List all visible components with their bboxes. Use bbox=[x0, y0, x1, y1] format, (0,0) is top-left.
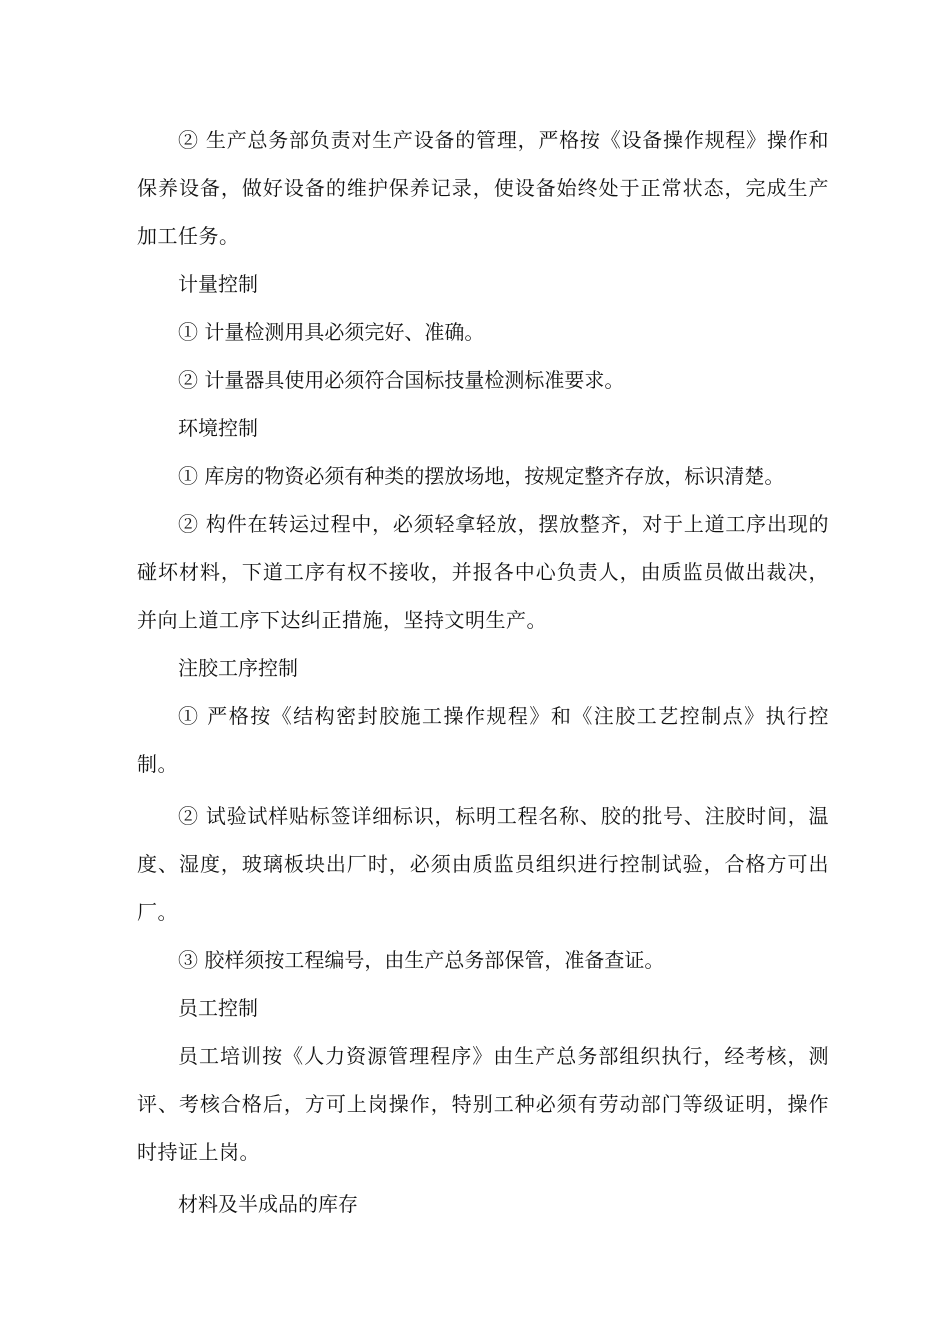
heading-materials-inventory: 材料及半成品的库存 bbox=[178, 1192, 358, 1216]
heading-staff-control: 员工控制 bbox=[178, 996, 258, 1020]
paragraph-glue-item-3: ③ 胶样须按工程编号，由生产总务部保管，准备查证。 bbox=[178, 948, 665, 972]
heading-metering-control: 计量控制 bbox=[178, 272, 258, 296]
heading-environment-control: 环境控制 bbox=[178, 416, 258, 440]
paragraph-metering-item-2: ② 计量器具使用必须符合国标技量检测标准要求。 bbox=[178, 368, 625, 392]
paragraph-environment-item-1: ① 库房的物资必须有种类的摆放场地，按规定整齐存放，标识清楚。 bbox=[178, 464, 785, 488]
paragraph-metering-item-1: ① 计量检测用具必须完好、准确。 bbox=[178, 320, 485, 344]
paragraph-environment-item-2: ② 构件在转运过程中，必须轻拿轻放，摆放整齐，对于上道工序出现的碰坏材料，下道工序有权不接收，并报各中心负责人，由质监员做出裁决，并向上道工序下达纠正措施，坚持文明生产。 bbox=[137, 512, 829, 632]
heading-glue-process-control: 注胶工序控制 bbox=[178, 656, 298, 680]
paragraph-glue-item-1: ① 严格按《结构密封胶施工操作规程》和《注胶工艺控制点》执行控制。 bbox=[137, 704, 829, 776]
paragraph-glue-item-2: ② 试验试样贴标签详细标识，标明工程名称、胶的批号、注胶时间，温度、湿度，玻璃板块出厂时，必须由质监员组织进行控制试验，合格方可出厂。 bbox=[137, 804, 829, 924]
paragraph-equipment-management: ② 生产总务部负责对生产设备的管理，严格按《设备操作规程》操作和保养设备，做好设备的维护保养记录，使设备始终处于正常状态，完成生产加工任务。 bbox=[137, 128, 829, 248]
paragraph-staff-training: 员工培训按《人力资源管理程序》由生产总务部组织执行，经考核，测评、考核合格后，方可上岗操作，特别工种必须有劳动部门等级证明，操作时持证上岗。 bbox=[137, 1044, 829, 1164]
